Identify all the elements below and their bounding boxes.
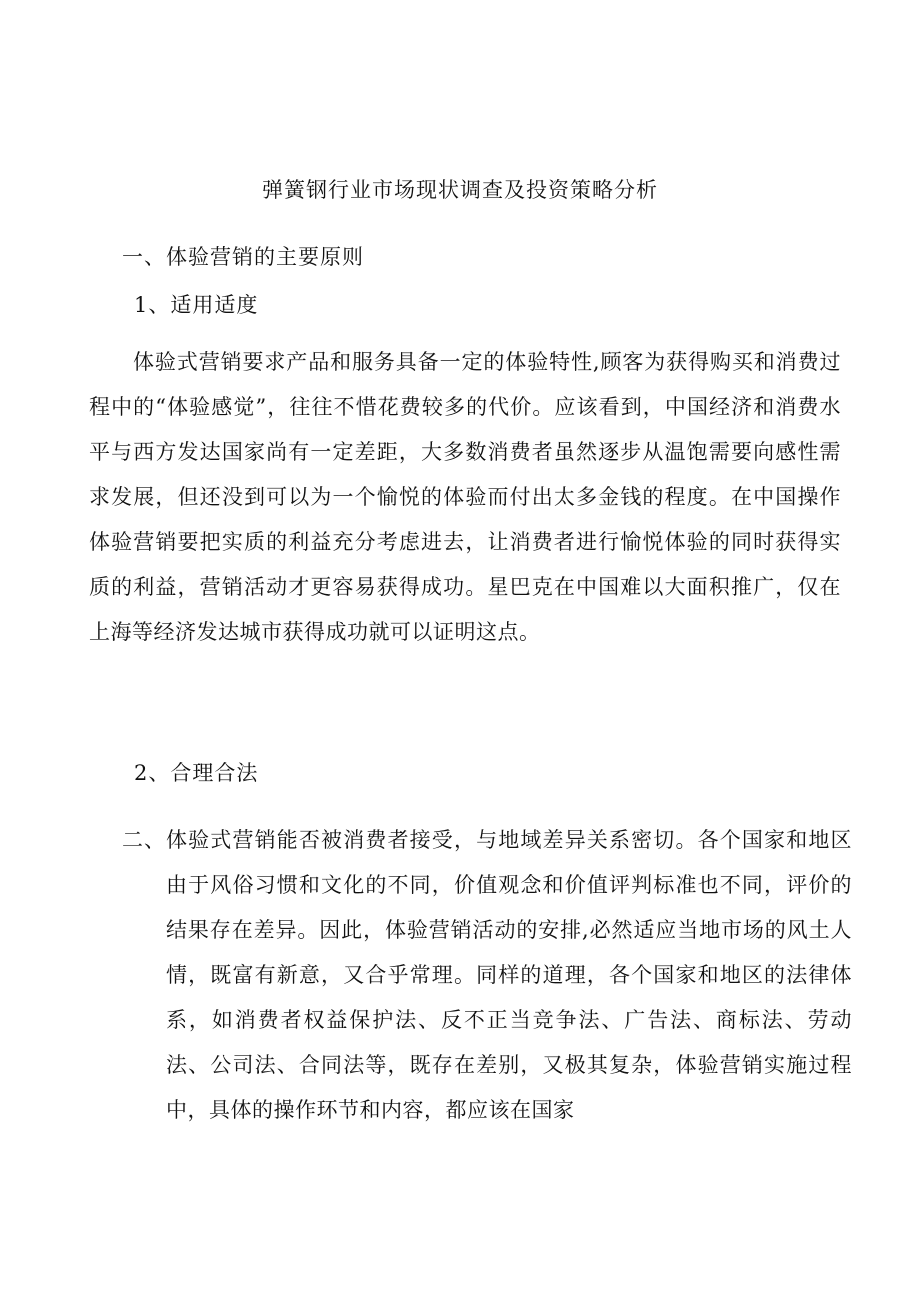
document-title: 弹簧钢行业市场现状调查及投资策略分析: [262, 178, 658, 202]
section-heading-principles: 一、体验营销的主要原则: [122, 245, 364, 269]
item-marker: 二、: [122, 828, 166, 852]
subsection-heading-lawful: 2、合理合法: [134, 761, 259, 785]
paragraph-appropriate: 体验式营销要求产品和服务具备一定的体验特性,顾客为获得购买和消费过程中的“体验感觉”，往往不惜花费较多的代价。应该看到，中国经济和消费水平与西方发达国家尚有一定差距，大多数消费者虽然逐步从温饱需要向感性需求发展，但还没到可以为一个愉悦的体验而付出太多金钱的程度。在中国操作体验营销要把实质的利益充分考虑进去，让消费者进行愉悦体验的同时获得实质的利益，营销活动才更容易获得成功。星巴克在中国难以大面积推广，仅在上海等经济发达城市获得成功就可以证明这点。: [89, 350, 841, 644]
item-text: 体验式营销能否被消费者接受，与地域差异关系密切。各个国家和地区由于风俗习惯和文化的不同，价值观念和价值评判标准也不同，评价的结果存在差异。因此，体验营销活动的安排,必然适应当地市场的风土人情，既富有新意，又合乎常理。同样的道理，各个国家和地区的法律体系，如消费者权益保护法、反不正当竞争法、广告法、商标法、劳动法、公司法、合同法等，既存在差别，又极其复杂，体验营销实施过程中，具体的操作环节和内容，都应该在国家: [166, 828, 852, 1122]
subsection-heading-appropriate: 1、适用适度: [134, 293, 259, 317]
